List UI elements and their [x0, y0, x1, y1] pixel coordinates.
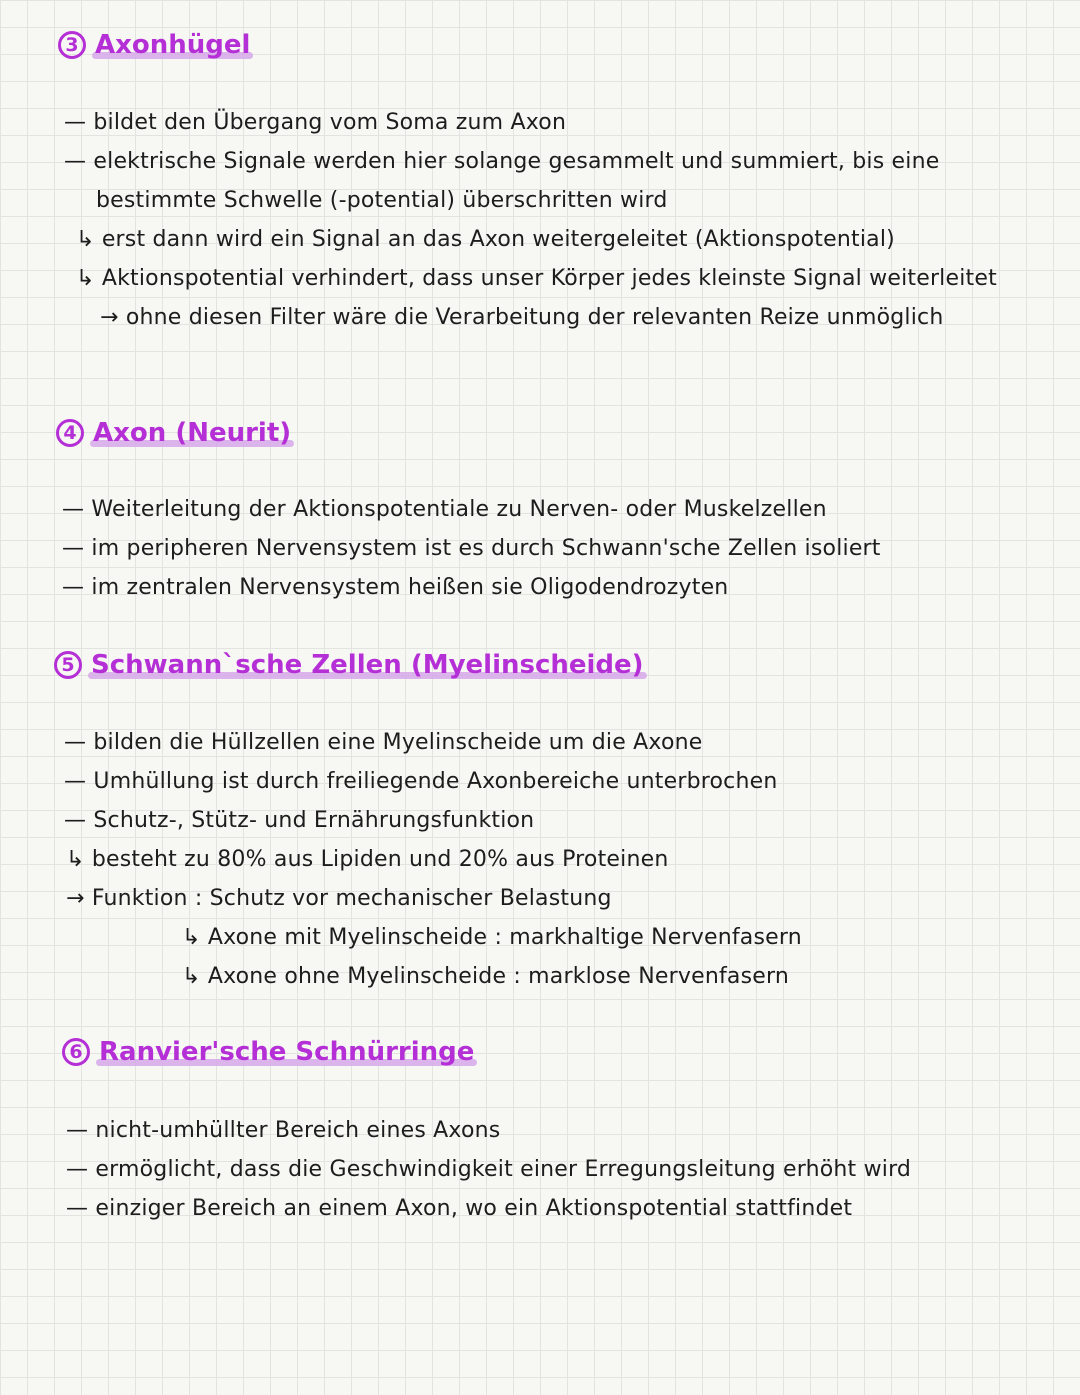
note-line: ↳ Axone ohne Myelinscheide : marklose Nervenfasern — [182, 964, 789, 989]
note-line: bestimmte Schwelle (-potential) überschritten wird — [96, 188, 668, 213]
heading-title: Ranvier'sche Schnürringe — [96, 1037, 477, 1067]
section-number-4: 4 — [56, 419, 84, 447]
heading-title: Axonhügel — [92, 30, 253, 60]
section-number-6: 6 — [62, 1038, 90, 1066]
heading-title: Axon (Neurit) — [90, 418, 294, 448]
note-line: ↳ erst dann wird ein Signal an das Axon weitergeleitet (Aktionspotential) — [76, 227, 895, 252]
note-line: — Weiterleitung der Aktionspotentiale zu Nerven- oder Muskelzellen — [62, 497, 827, 522]
note-line: → Funktion : Schutz vor mechanischer Belastung — [66, 886, 612, 911]
heading-schwann-zellen — [54, 650, 647, 680]
note-line: — elektrische Signale werden hier solange gesammelt und summiert, bis eine — [64, 149, 940, 174]
heading-axon — [56, 418, 294, 448]
note-line: — bildet den Übergang vom Soma zum Axon — [64, 110, 567, 135]
note-line: — bilden die Hüllzellen eine Myelinscheide um die Axone — [64, 730, 703, 755]
note-line: — ermöglicht, dass die Geschwindigkeit einer Erregungsleitung erhöht wird — [66, 1157, 912, 1182]
note-line: — Umhüllung ist durch freiliegende Axonbereiche unterbrochen — [64, 769, 778, 794]
note-line: — nicht-umhüllter Bereich eines Axons — [66, 1118, 501, 1143]
note-line: — im peripheren Nervensystem ist es durch Schwann'sche Zellen isoliert — [62, 536, 881, 561]
note-line: ↳ besteht zu 80% aus Lipiden und 20% aus Proteinen — [66, 847, 669, 872]
heading-axonhuegel — [58, 30, 253, 60]
section-number-5: 5 — [54, 651, 82, 679]
note-line: — im zentralen Nervensystem heißen sie Oligodendrozyten — [62, 575, 729, 600]
note-line: ↳ Aktionspotential verhindert, dass unser Körper jedes kleinste Signal weiterleitet — [76, 266, 997, 291]
note-line: — einziger Bereich an einem Axon, wo ein Aktionspotential stattfindet — [66, 1196, 853, 1221]
heading-ranvier — [62, 1037, 477, 1067]
section-number-3: 3 — [58, 31, 86, 59]
note-line: → ohne diesen Filter wäre die Verarbeitung der relevanten Reize unmöglich — [100, 305, 944, 330]
note-line: — Schutz-, Stütz- und Ernährungsfunktion — [64, 808, 535, 833]
note-line: ↳ Axone mit Myelinscheide : markhaltige Nervenfasern — [182, 925, 802, 950]
heading-title: Schwann`sche Zellen (Myelinscheide) — [88, 650, 647, 680]
